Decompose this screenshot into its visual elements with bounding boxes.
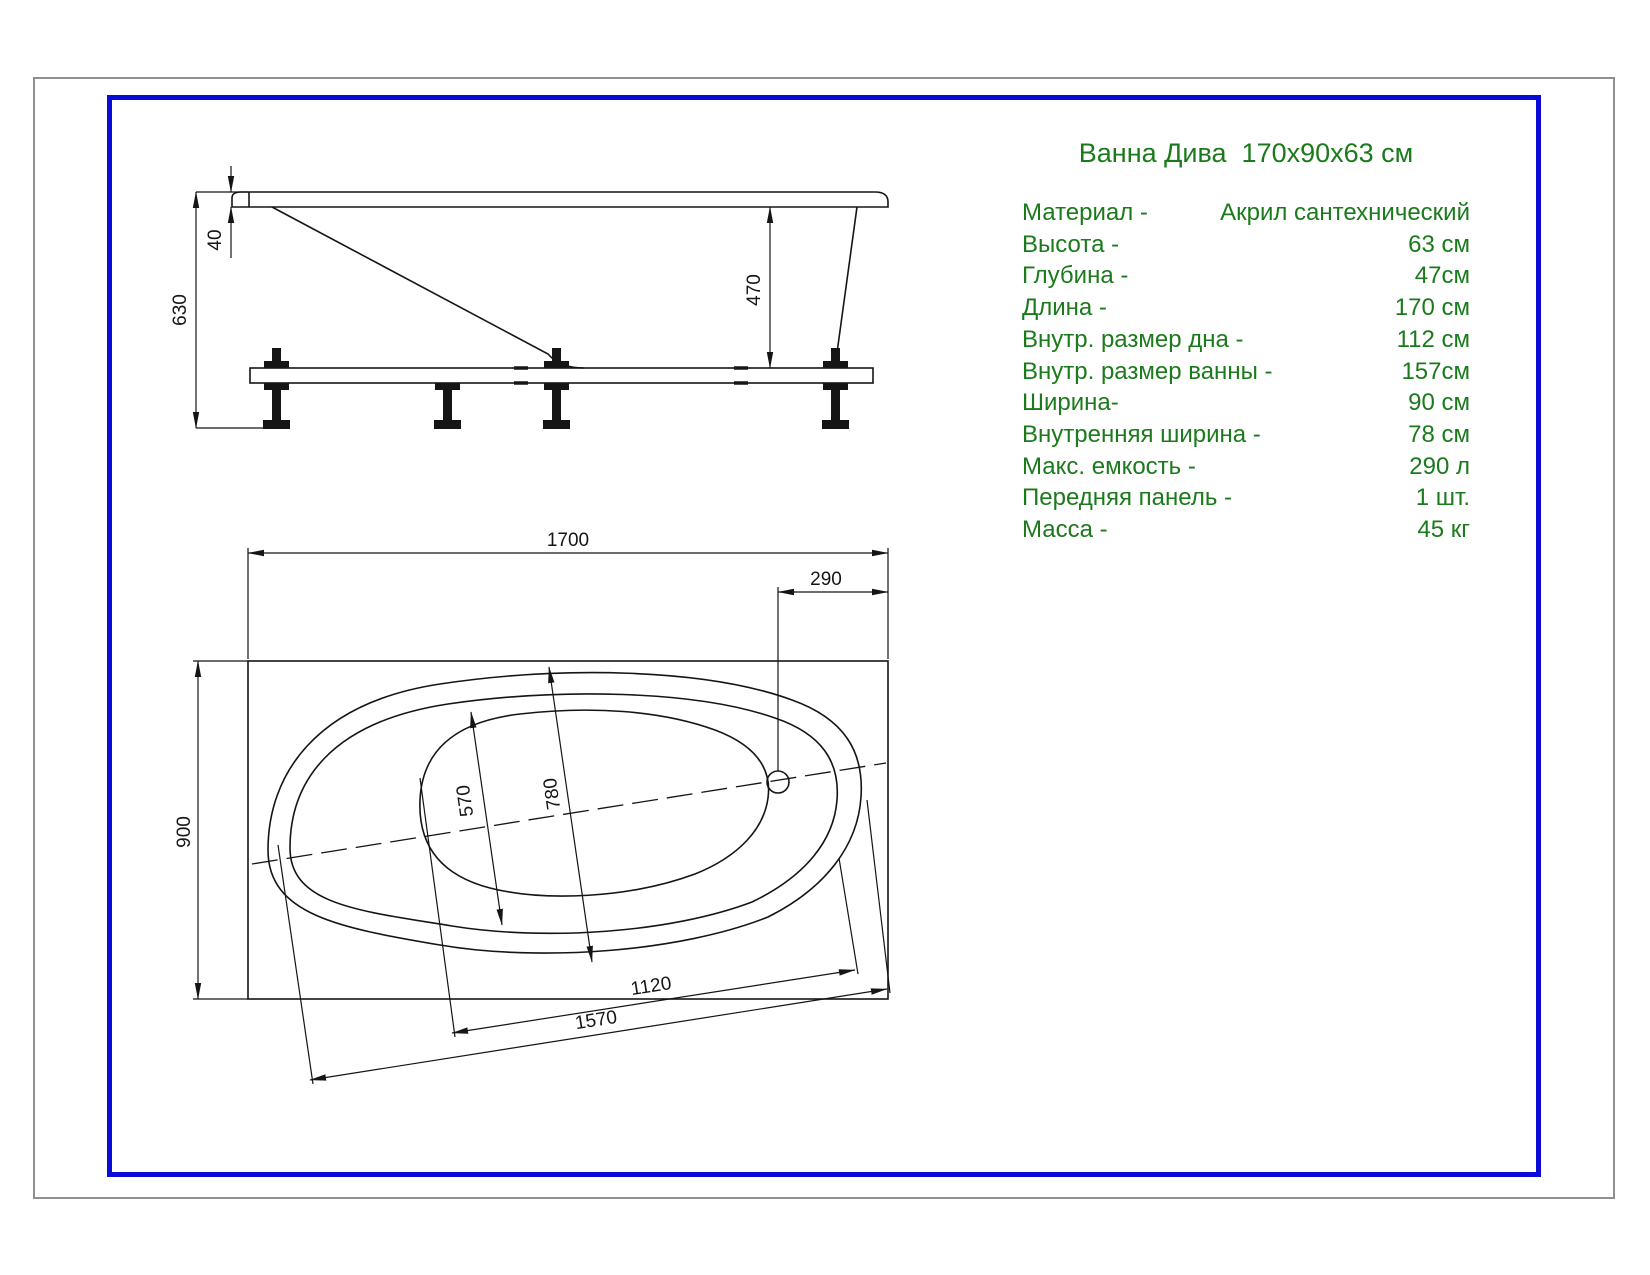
spec-label: Масса - [1022,516,1108,544]
tub-inner-contour [290,694,837,933]
page-title: Ванна Дива 170х90х63 см [1078,138,1414,168]
tub-right-wall [836,207,857,360]
spec-label: Длина - [1022,294,1107,322]
spec-label: Внутренняя ширина - [1022,420,1261,448]
spec-value: 78 см [1408,420,1470,448]
spec-label: Материал - [1022,199,1148,226]
dim-bottom-length: 1120 [629,973,673,1001]
spec-row-capacity [1022,451,1470,483]
spec-row-inner-width [1022,419,1470,451]
spec-value: 45 кг [1417,516,1470,544]
spec-value: 157см [1401,357,1470,385]
spec-label: Передняя панель - [1022,484,1232,512]
plan-view [174,530,890,1084]
spec-row-inner-bottom [1022,324,1470,356]
spec-value: 47см [1414,262,1470,290]
adjustment-bolts [264,348,848,368]
dim-drain-offset: 290 [810,569,842,590]
spec-value: 1 шт. [1415,484,1470,512]
spec-label: Глубина - [1022,262,1129,290]
dim-bottom-width: 570 [452,783,479,818]
axis-centerline [252,763,886,864]
spec-label: Макс. емкость - [1022,452,1196,480]
spec-row-width [1022,387,1470,419]
side-view [170,166,888,429]
support-legs [263,383,849,429]
dim-inner-width: 780 [539,776,566,811]
spec-value: Акрил сантехнический [1220,199,1470,226]
spec-row-height [1022,229,1470,261]
tub-left-wall [272,207,584,368]
dim-inner-depth: 470 [744,274,765,306]
spec-label: Внутр. размер ванны - [1022,357,1273,385]
plan-outline [248,661,888,999]
tub-rim-profile [232,192,888,207]
drain-hole [767,771,789,793]
dim-inner-length: 1570 [573,1006,619,1035]
spec-list [1022,197,1470,546]
spec-label: Внутр. размер дна - [1022,325,1244,353]
spec-value: 90 см [1408,389,1470,417]
dim-rim-thickness: 40 [205,229,226,251]
tub-outer-contour [268,673,861,953]
spec-row-mass [1022,514,1470,546]
dim-overall-height: 630 [170,294,191,326]
spec-row-length [1022,292,1470,324]
dim-overall-width: 900 [174,816,195,848]
spec-value: 63 см [1408,230,1470,258]
spec-value: 170 см [1394,294,1470,322]
spec-row-depth [1022,260,1470,292]
spec-row-inner-size [1022,356,1470,388]
spec-panel [1022,138,1470,546]
spec-row-material [1022,197,1470,229]
spec-value: 290 л [1409,452,1470,480]
spec-label: Высота - [1022,230,1120,258]
spec-label: Ширина- [1022,389,1119,417]
spec-row-front-panel [1022,482,1470,514]
spec-value: 112 см [1396,325,1470,353]
support-frame [250,368,873,383]
dim-overall-length: 1700 [546,530,590,551]
